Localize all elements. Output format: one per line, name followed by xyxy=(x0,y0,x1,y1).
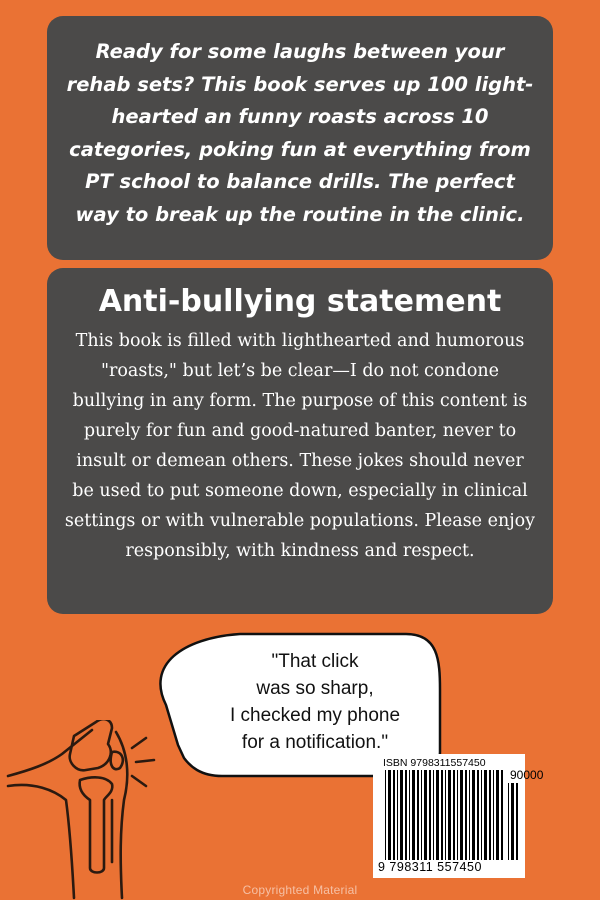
statement-title: Anti-bullying statement xyxy=(98,284,502,319)
statement-body: This book is filled with lighthearted and humorous "roasts," but let’s be clear—I do not condone bullying in any form. The purpose of this content is purely for fun and good-natured banter, never to insult or demean others. These jokes should never be used to put someone down, especially in clinical settings or with vulnerable populations. Please enjoy responsibly, with kindness and respect. xyxy=(64,331,536,561)
isbn-barcode xyxy=(373,754,544,878)
blurb-panel xyxy=(47,16,553,260)
speech-bubble-quote: "That click was so sharp, I checked my phone for a notification." xyxy=(229,651,401,753)
isbn-label: ISBN 9798311557450 xyxy=(383,757,486,769)
book-blurb: Ready for some laughs between your rehab sets? This book serves up 100 light-hearted an funny roasts across 10 categories, poking fun at everything from PT school to balance drills. The perfect way to break up the routine in the clinic. xyxy=(66,40,534,226)
knee-joint-icon xyxy=(0,720,200,900)
price-addon-bars xyxy=(508,783,520,860)
ean-digits: 9 798311 557450 xyxy=(378,860,482,874)
copyright-watermark-bottom: Copyrighted Material xyxy=(242,883,358,897)
ean-barcode-bars xyxy=(385,770,503,860)
anti-bullying-panel xyxy=(47,268,553,614)
price-code: 90000 xyxy=(510,768,544,782)
